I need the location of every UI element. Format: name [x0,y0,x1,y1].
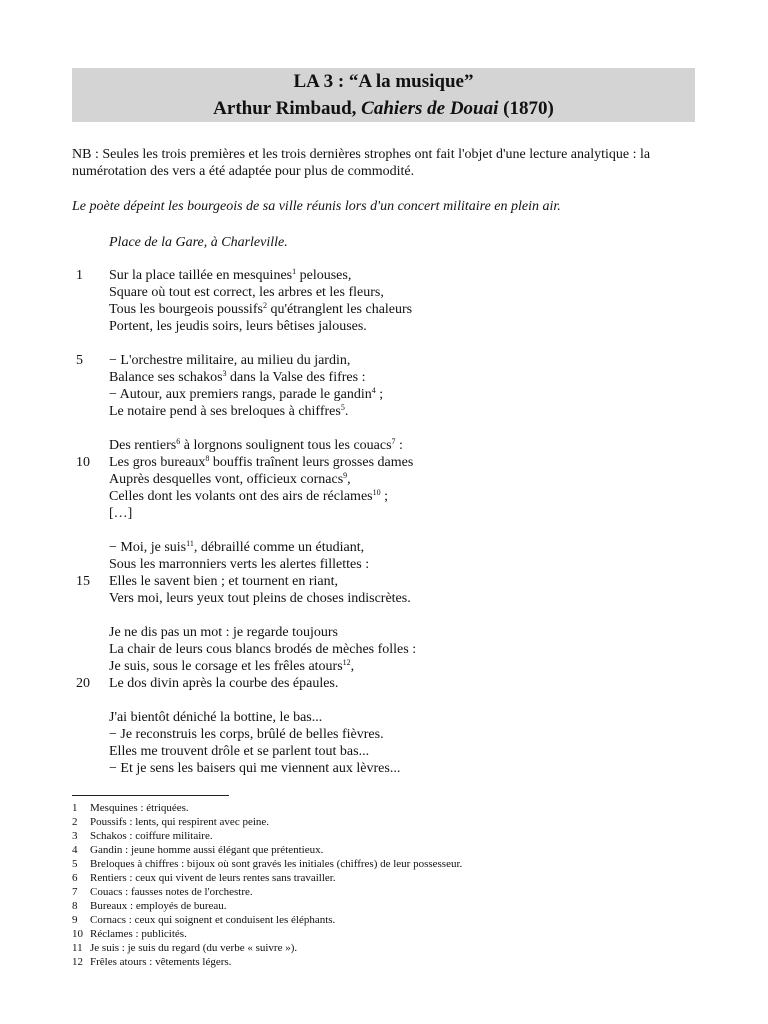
verse-line [109,352,350,369]
footnote-text: Je suis : je suis du regard (du verbe « suivre »). [90,942,298,954]
verse-text: bouffis traînent leurs grosses dames [209,455,414,470]
footnote-text: Frêles atours : vêtements légers. [90,956,232,968]
page-title: LA 3 : “A la musique” [293,71,474,92]
verse-text: Je suis, sous le corsage et les frêles atours [109,659,343,674]
verse-line [109,386,383,403]
poem-epigraph: Place de la Gare, à Charleville. [109,235,288,250]
verse-text: La chair de leurs cous blancs brodés de mèches folles : [109,642,417,657]
verse-text: Elles le savent bien ; et tournent en riant, [109,574,338,589]
verse-line [109,267,351,284]
footnote-number: 10 [72,928,83,940]
verse-text: , débraillé comme un étudiant, [193,540,365,555]
footnote-number: 4 [72,844,78,856]
verse-text: − Moi, je suis [109,540,187,555]
footnote-text: Cornacs : ceux qui soignent et conduisent les éléphants. [90,914,336,926]
verse-text: Square où tout est correct, les arbres et les fleurs, [109,285,384,300]
footnote-number: 5 [72,858,78,870]
verse-number: 5 [76,353,83,368]
footnote-text: Couacs : fausses notes de l'orchestre. [90,886,253,898]
footnote-item [72,913,335,927]
verse-text: Je ne dis pas un mot : je regarde toujours [109,625,339,640]
verse-text: − L'orchestre militaire, au milieu du jardin, [109,353,351,368]
verse-text: − Je reconstruis les corps, brûlé de belles fièvres. [109,727,384,742]
footnote-item [72,941,297,955]
footnote-ref: 7 [391,437,396,446]
footnote-ref: 8 [205,454,210,463]
footnote-divider [72,795,229,796]
title-box [72,68,695,122]
verse-line [109,318,367,335]
work-year: (1870) [498,98,554,119]
footnote-number: 12 [72,956,83,968]
author-name: Arthur Rimbaud, [213,98,362,119]
verse-text: − Et je sens les baisers qui me viennent aux lèvres... [109,761,401,776]
verse-text: ; [375,387,384,402]
verse-text: . [344,404,349,419]
verse-text: Balance ses schakos [109,370,223,385]
footnote-item [72,885,253,899]
verse-line [109,658,354,675]
footnote-item [72,801,189,815]
verse-line [109,488,388,505]
verse-text: qu'étranglent les chaleurs [266,302,413,317]
footnote-number: 6 [72,872,78,884]
footnote-number: 9 [72,914,78,926]
footnote-ref: 4 [371,386,376,395]
verse-line [109,709,322,726]
footnote-ref: 11 [186,539,194,548]
verse-text: Auprès desquelles vont, officieux cornacs [109,472,344,487]
verse-text: Portent, les jeudis soirs, leurs bêtises jalouses. [109,319,367,334]
footnote-ref: 5 [340,403,345,412]
work-title: Cahiers de Douai [361,98,499,119]
verse-text: dans la Valse des fifres : [226,370,366,385]
verse-text: − Autour, aux premiers rangs, parade le gandin [109,387,372,402]
footnote-text: Schakos : coiffure militaire. [90,830,213,842]
footnote-item [72,927,187,941]
verse-line [109,760,400,777]
footnote-ref: 1 [292,267,297,276]
footnote-text: Breloques à chiffres : bijoux où sont gravés les initiales (chiffres) de leur possesseur. [90,858,463,870]
verse-text: Des rentiers [109,438,177,453]
footnote-ref: 10 [372,488,381,497]
verse-line [109,454,413,471]
verse-text: , [347,472,351,487]
verse-text: Les gros bureaux [109,455,206,470]
verse-text: Vers moi, leurs yeux tout pleins de choses indiscrètes. [109,591,411,606]
verse-line [109,301,412,318]
verse-text: Le dos divin après la courbe des épaules. [109,676,339,691]
footnote-ref: 2 [262,301,267,310]
verse-text: Tous les bourgeois poussifs [109,302,263,317]
verse-line [109,505,132,522]
footnote-item [72,955,231,969]
verse-text: Le notaire pend à ses breloques à chiffres [109,404,341,419]
subtitle [72,97,695,121]
verse-text: J'ai bientôt déniché la bottine, le bas... [109,710,323,725]
verse-text: , [350,659,355,674]
footnote-ref: 6 [176,437,181,446]
verse-line [109,471,351,488]
verse-line [109,403,348,420]
verse-text: Sous les marronniers verts les alertes fillettes : [109,557,370,572]
verse-line [109,369,365,386]
footnote-number: 7 [72,886,78,898]
footnote-number: 3 [72,830,78,842]
footnote-item [72,857,462,871]
verse-number: 10 [76,455,90,470]
verse-line [109,624,338,641]
verse-line [109,726,384,743]
footnote-number: 2 [72,816,78,828]
footnote-number: 11 [72,942,83,954]
footnote-item [72,871,336,885]
footnote-number: 8 [72,900,78,912]
verse-line [109,675,338,692]
footnote-number: 1 [72,802,78,814]
verse-text: Celles dont les volants ont des airs de réclames [109,489,373,504]
verse-line [109,539,364,556]
verse-number: 15 [76,574,90,589]
verse-line [109,641,416,658]
verse-line [109,743,369,760]
verse-line [109,573,338,590]
verse-text: : [395,438,403,453]
verse-number: 1 [76,268,83,283]
verse-line [109,437,403,454]
verse-text: Sur la place taillée en mesquines [109,268,293,283]
verse-text: pelouses, [296,268,352,283]
verse-text: […] [109,506,133,521]
verse-number: 20 [76,676,90,691]
footnote-text: Réclames : publicités. [90,928,187,940]
footnote-ref: 9 [343,471,348,480]
footnote-ref: 3 [222,369,227,378]
footnote-text: Rentiers : ceux qui vivent de leurs rentes sans travailler. [90,872,336,884]
intro-text: Le poète dépeint les bourgeois de sa ville réunis lors d'un concert militaire en plein air. [72,199,561,214]
footnote-text: Mesquines : étriquées. [90,802,189,814]
footnote-text: Poussifs : lents, qui respirent avec peine. [90,816,270,828]
verse-text: Elles me trouvent drôle et se parlent tout bas... [109,744,370,759]
verse-text: ; [380,489,388,504]
footnote-item [72,899,227,913]
footnote-item [72,815,269,829]
footnote-item [72,843,323,857]
nb-note: NB : Seules les trois premières et les trois dernières strophes ont fait l'objet d'une lecture analytique : la numérotation des vers a été adaptée pour plus de commodité. [72,147,651,179]
verse-line [109,556,369,573]
footnote-text: Gandin : jeune homme aussi élégant que prétentieux. [90,844,324,856]
footnote-ref: 12 [342,658,351,667]
verse-text: à lorgnons soulignent tous les couacs [180,438,392,453]
verse-line [109,590,411,607]
footnote-item [72,829,213,843]
footnote-text: Bureaux : employés de bureau. [90,900,227,912]
verse-line [109,284,384,301]
